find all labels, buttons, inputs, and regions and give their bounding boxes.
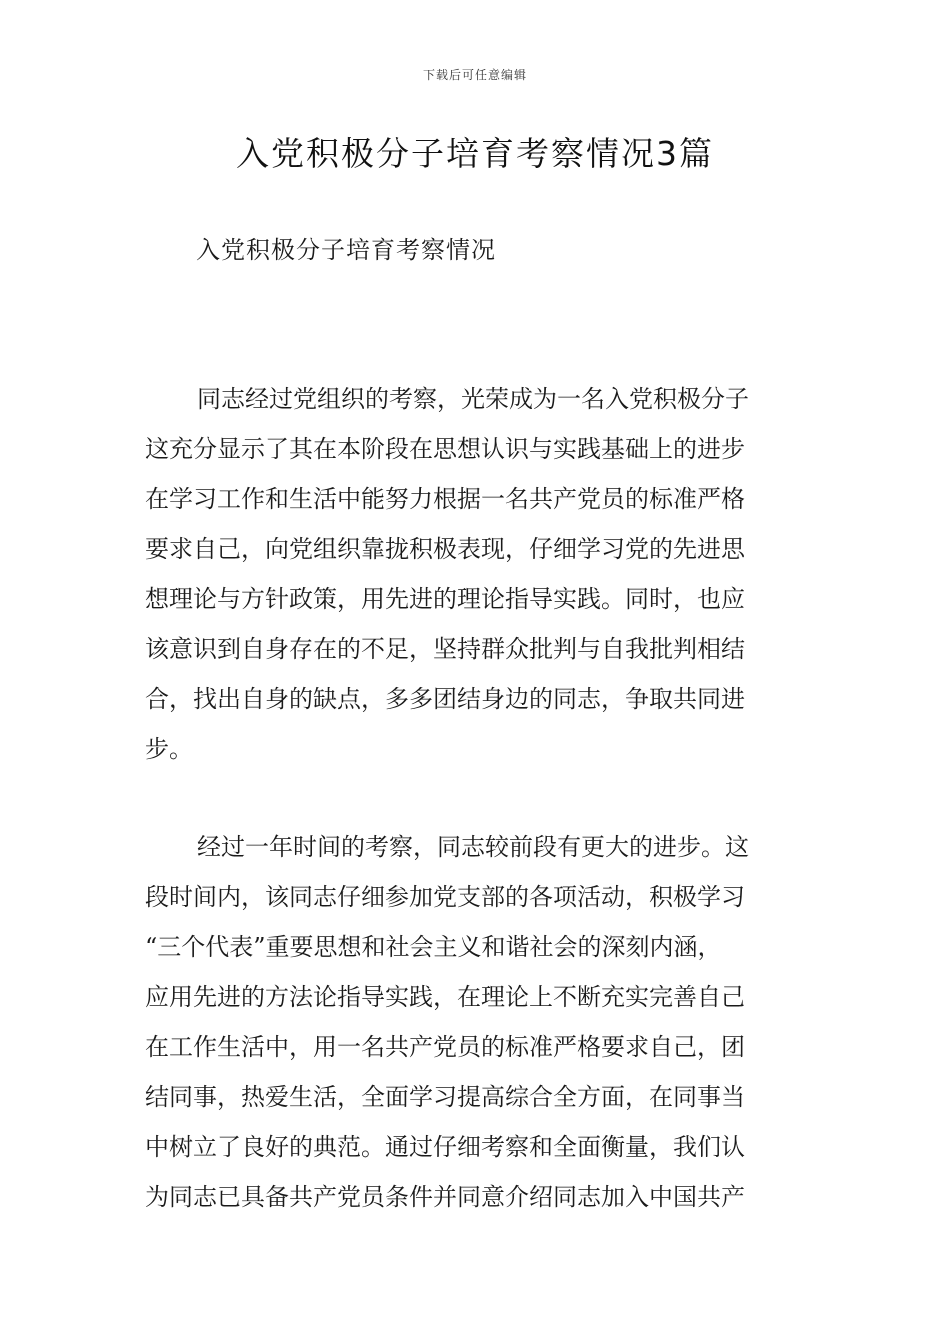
- paragraph-line: 为同志已具备共产党员条件并同意介绍同志加入中国共产: [145, 1183, 745, 1211]
- paragraph-1: [145, 374, 809, 774]
- section-subtitle: 入党积极分子培育考察情况: [196, 236, 496, 264]
- document-title: 入党积极分子培育考察情况3篇: [236, 134, 714, 173]
- paragraph-line: 合，找出自身的缺点，多多团结身边的同志，争取共同进: [145, 685, 745, 713]
- paragraph-line: 要求自己，向党组织靠拢积极表现，仔细学习党的先进思: [145, 535, 745, 563]
- paragraph-line: 该意识到自身存在的不足，坚持群众批判与自我批判相结: [145, 635, 745, 663]
- paragraph-line: 这充分显示了其在本阶段在思想认识与实践基础上的进步: [145, 435, 745, 463]
- header-note: 下载后可任意编辑: [422, 68, 527, 82]
- paragraph-line: 结同事，热爱生活，全面学习提高综合全方面，在同事当: [145, 1083, 745, 1111]
- paragraph-line: 经过一年时间的考察，同志较前段有更大的进步。这: [197, 833, 749, 861]
- paragraph-line: 在工作生活中，用一名共产党员的标准严格要求自己，团: [145, 1033, 745, 1061]
- paragraph-line: 同志经过党组织的考察，光荣成为一名入党积极分子: [197, 385, 749, 413]
- paragraph-line: 步。: [145, 735, 193, 763]
- paragraph-line: 段时间内，该同志仔细参加党支部的各项活动，积极学习: [145, 883, 745, 911]
- paragraph-line: 应用先进的方法论指导实践，在理论上不断充实完善自己: [145, 983, 745, 1011]
- paragraph-line: 想理论与方针政策，用先进的理论指导实践。同时，也应: [145, 585, 745, 613]
- paragraph-line: “三个代表”重要思想和社会主义和谐社会的深刻内涵，: [145, 933, 722, 961]
- paragraph-line: 中树立了良好的典范。通过仔细考察和全面衡量，我们认: [145, 1133, 745, 1161]
- paragraph-2: [145, 822, 809, 1222]
- paragraph-line: 在学习工作和生活中能努力根据一名共产党员的标准严格: [145, 485, 745, 513]
